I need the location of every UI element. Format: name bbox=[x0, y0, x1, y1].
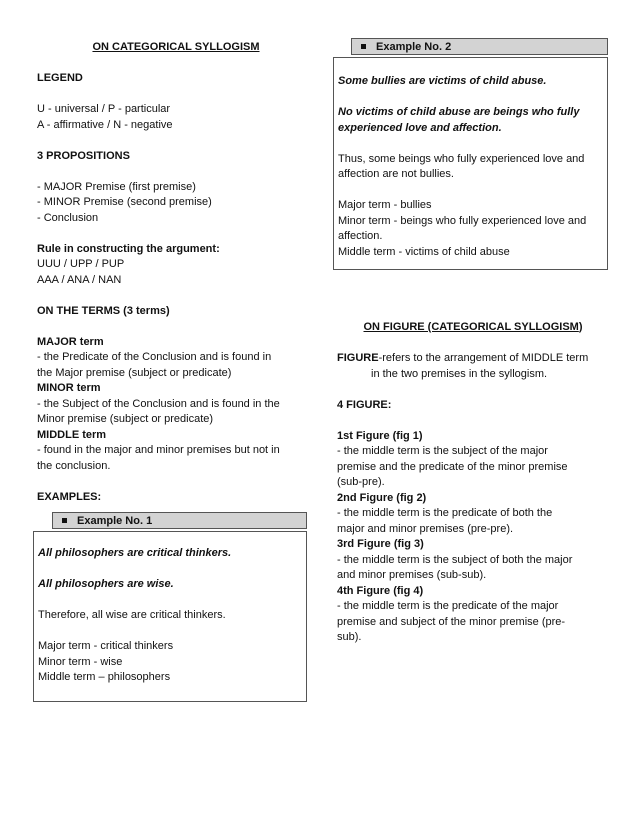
example-1-box bbox=[33, 531, 307, 702]
middle-term-desc: - found in the major and minor premises but not in bbox=[37, 444, 280, 456]
legend-line: U - universal / P - particular bbox=[37, 103, 171, 115]
example-term: Middle term – philosophers bbox=[38, 671, 171, 683]
legend-line: A - affirmative / N - negative bbox=[37, 118, 173, 131]
fig2-desc: major and minor premises (pre-pre). bbox=[337, 522, 514, 535]
propositions-heading: 3 PROPOSITIONS bbox=[37, 149, 130, 162]
figure-definition: FIGURE-refers to the arrangement of MIDDLE term bbox=[337, 352, 589, 364]
examples-heading: EXAMPLES: bbox=[37, 490, 102, 503]
fig4-heading: 4th Figure (fig 4) bbox=[337, 584, 424, 597]
fig4-desc: sub). bbox=[337, 631, 362, 643]
example-2-box bbox=[333, 57, 608, 270]
fig1-heading: 1st Figure (fig 1) bbox=[337, 429, 423, 442]
figure-label: FIGURE bbox=[337, 352, 379, 364]
fig3-heading: 3rd Figure (fig 3) bbox=[337, 538, 424, 550]
proposition-item: - Conclusion bbox=[37, 211, 99, 224]
middle-term-heading: MIDDLE term bbox=[37, 428, 107, 441]
example-premise: No victims of child abuse are beings who fully bbox=[338, 106, 580, 118]
example-term: Minor term - wise bbox=[38, 655, 123, 668]
example-term: Major term - bullies bbox=[338, 199, 432, 211]
major-term-heading: MAJOR term bbox=[37, 335, 104, 348]
rule-line: AAA / ANA / NAN bbox=[37, 273, 122, 286]
page-title: ON CATEGORICAL SYLLOGISM bbox=[92, 41, 260, 53]
example-conclusion: Therefore, all wise are critical thinkers. bbox=[38, 609, 226, 621]
example-premise: All philosophers are critical thinkers. bbox=[38, 547, 232, 559]
example-term: Major term - critical thinkers bbox=[38, 640, 174, 652]
example-conclusion: affection are not bullies. bbox=[338, 168, 454, 180]
terms-heading: ON THE TERMS (3 terms) bbox=[37, 304, 170, 317]
rule-line: UUU / UPP / PUP bbox=[37, 258, 125, 270]
proposition-item: - MINOR Premise (second premise) bbox=[37, 196, 212, 208]
four-figure-heading: 4 FIGURE: bbox=[337, 398, 392, 411]
middle-term-desc: the conclusion. bbox=[37, 459, 111, 472]
legend-heading: LEGEND bbox=[37, 72, 83, 84]
example-1-header bbox=[52, 512, 307, 529]
figure-section bbox=[337, 320, 609, 646]
example-conclusion: Thus, some beings who fully experienced love and bbox=[338, 152, 585, 165]
fig4-desc: - the middle term is the predicate of the major bbox=[337, 600, 559, 612]
example-2-label: Example No. 2 bbox=[376, 41, 452, 53]
example-term: Minor term - beings who fully experienced love and bbox=[338, 214, 587, 227]
minor-term-heading: MINOR term bbox=[37, 382, 101, 394]
figure-section-title: ON FIGURE (CATEGORICAL SYLLOGISM) bbox=[363, 321, 583, 333]
fig3-desc: - the middle term is the subject of both the major bbox=[337, 553, 573, 566]
fig1-desc: premise and the predicate of the minor premise bbox=[337, 460, 568, 473]
major-term-desc: the Major premise (subject or predicate) bbox=[37, 366, 232, 379]
fig4-desc: premise and subject of the minor premise (pre- bbox=[337, 615, 566, 628]
figure-definition-cont: in the two premises in the syllogism. bbox=[371, 367, 548, 380]
fig1-desc: - the middle term is the subject of the major bbox=[337, 445, 548, 457]
example-premise: Some bullies are victims of child abuse. bbox=[338, 75, 547, 87]
square-bullet-icon bbox=[62, 518, 67, 523]
left-column bbox=[37, 40, 307, 505]
minor-term-desc: - the Subject of the Conclusion and is found in the bbox=[37, 397, 280, 410]
minor-term-desc: Minor premise (subject or predicate) bbox=[37, 413, 214, 425]
square-bullet-icon bbox=[361, 44, 366, 49]
example-1-label: Example No. 1 bbox=[77, 515, 153, 527]
example-premise: All philosophers are wise. bbox=[38, 578, 174, 590]
fig2-heading: 2nd Figure (fig 2) bbox=[337, 491, 427, 504]
example-term: affection. bbox=[338, 230, 383, 242]
example-premise: experienced love and affection. bbox=[338, 121, 502, 134]
fig2-desc: - the middle term is the predicate of both the bbox=[337, 507, 553, 519]
example-term: Middle term - victims of child abuse bbox=[338, 245, 510, 258]
example-2-header bbox=[351, 38, 608, 55]
fig3-desc: and minor premises (sub-sub). bbox=[337, 569, 487, 581]
major-term-desc: - the Predicate of the Conclusion and is found in bbox=[37, 351, 272, 363]
proposition-item: - MAJOR Premise (first premise) bbox=[37, 180, 196, 193]
fig1-desc: (sub-pre). bbox=[337, 476, 385, 488]
rule-heading: Rule in constructing the argument: bbox=[37, 242, 220, 255]
